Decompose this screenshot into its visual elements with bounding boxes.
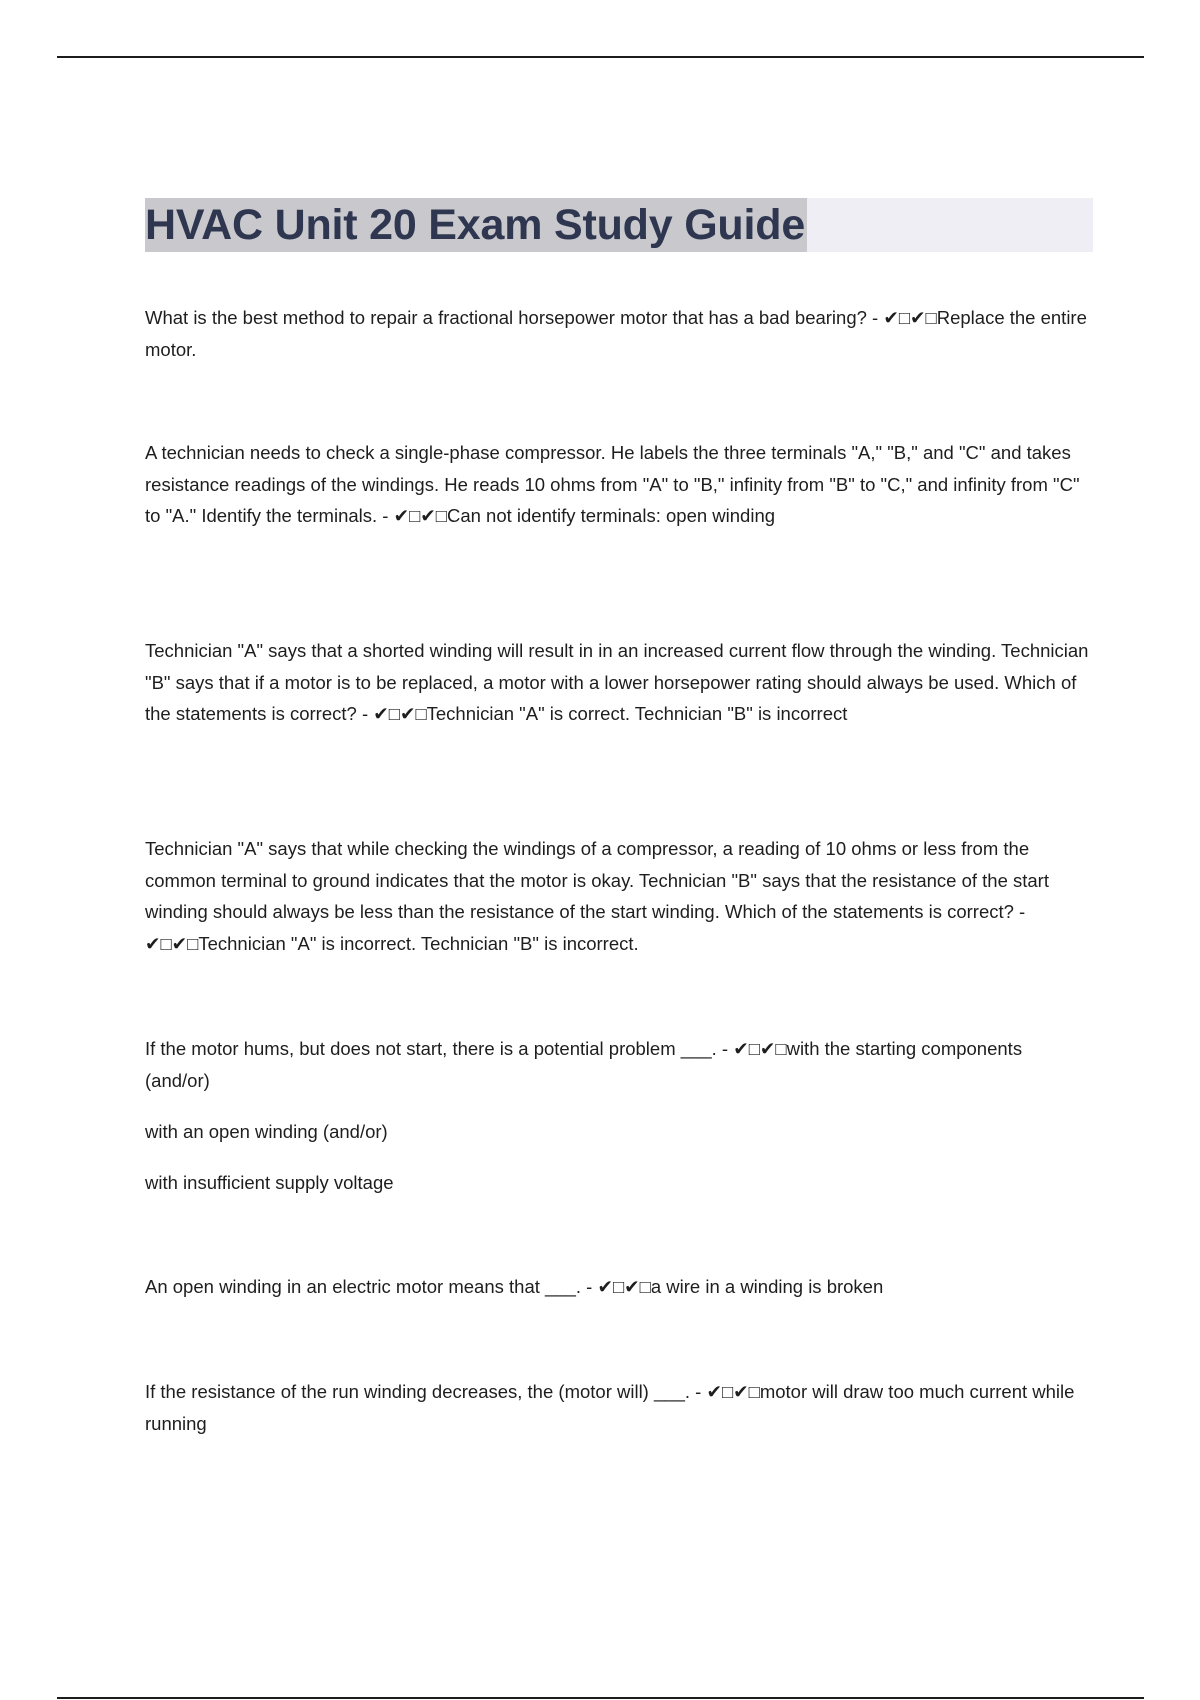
separator: - (866, 307, 884, 328)
answer-text: a wire in a winding is broken (650, 1276, 884, 1297)
qa-item-5-extra-1 (145, 1116, 1090, 1148)
separator: - (716, 1038, 734, 1059)
check-mark-icon: ✔□✔□ (373, 703, 427, 724)
bottom-rule (57, 1697, 1144, 1699)
check-mark-icon: ✔□✔□ (393, 505, 447, 526)
separator: - (377, 505, 394, 526)
qa-item-2 (145, 437, 1090, 532)
separator: - (1013, 901, 1026, 922)
qa-item-1 (145, 302, 1090, 365)
answer-text: Technician "A" is incorrect. Technician "B" is incorrect. (198, 932, 639, 954)
question-text: What is the best method to repair a fractional horsepower motor that has a bad bearing? (145, 307, 867, 328)
separator: - (581, 1276, 598, 1297)
answer-text: Replace the entire motor. (145, 307, 1087, 360)
question-text: An open winding in an electric motor means that ___. (145, 1276, 582, 1297)
check-mark-icon: ✔□✔□ (597, 1276, 651, 1297)
question-text: A technician needs to check a single-phase compressor. He labels the three terminals "A," "B," and "C" and takes resistance readings of the windings. He reads 10 ohms from "A" to "B," infinity from "B" to "C," and infinity from "C" to "A." Identify the terminals. (145, 442, 1080, 526)
qa-item-3 (145, 635, 1090, 730)
answer-text: Can not identify terminals: open winding (446, 505, 776, 526)
check-mark-icon: ✔□✔□ (883, 307, 937, 328)
check-mark-icon: ✔□✔□ (145, 932, 199, 954)
qa-item-7 (145, 1376, 1090, 1439)
answer-text: Technician "A" is correct. Technician "B" is incorrect (426, 703, 848, 724)
question-text: If the resistance of the run winding decreases, the (motor will) ___. (145, 1381, 690, 1402)
separator: - (690, 1381, 707, 1402)
answer-text: with the starting components (and/or) (145, 1038, 1023, 1091)
answer-text: motor will draw too much current while running (145, 1381, 1075, 1434)
answer-continuation: with insufficient supply voltage (145, 1172, 394, 1193)
separator: - (356, 703, 374, 724)
qa-item-5-extra-2 (145, 1167, 1090, 1199)
qa-item-5 (145, 1033, 1090, 1096)
answer-continuation: with an open winding (and/or) (145, 1121, 388, 1142)
qa-item-6 (145, 1271, 1090, 1303)
page-title: HVAC Unit 20 Exam Study Guide (145, 198, 807, 252)
qa-item-4 (145, 833, 1090, 959)
top-rule (57, 56, 1144, 58)
question-text: Technician "A" says that a shorted winding will result in in an increased current flow through the winding. Technician "B" says that if a motor is to be replaced, a motor with a lower horsepower rating should always be used. Which of the statements is correct? (145, 640, 1089, 724)
check-mark-icon: ✔□✔□ (733, 1038, 787, 1059)
check-mark-icon: ✔□✔□ (706, 1381, 760, 1402)
question-text: Technician "A" says that while checking the windings of a compressor, a reading of 10 ohms or less from the common terminal to ground indicates that the motor is okay. Technician "B" says that the resistance of the start winding should always be less than the resistance of the start winding. Which of the statements is correct? (145, 838, 1049, 922)
question-text: If the motor hums, but does not start, there is a potential problem ___. (145, 1038, 717, 1059)
